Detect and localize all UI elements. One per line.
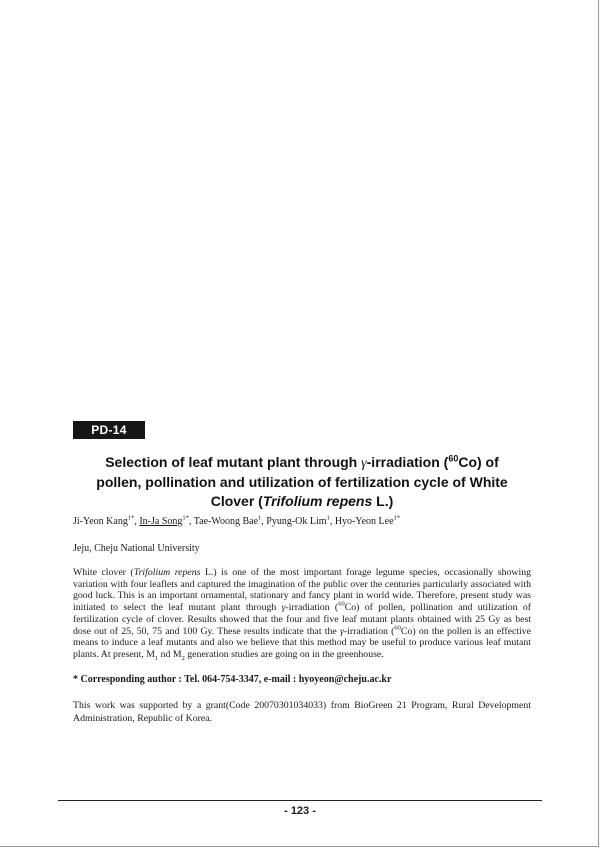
abstract-text: generation studies are going on in the greenhouse.: [184, 648, 384, 660]
author-list: [73, 515, 533, 528]
session-badge: PD-14: [73, 421, 145, 439]
author-separator: ,: [134, 516, 140, 527]
title-text-3a: Clover (: [210, 493, 263, 509]
page-number: - 123 -: [284, 805, 316, 817]
author-mark: 1*: [182, 514, 189, 522]
abstract-text: Co) on the pollen is an effective means to induce a leaf mutants and also we believe that this method may be useful to produce various leaf mutant plants. At present, M: [73, 625, 531, 660]
author-name: Hyo-Yeon Lee: [334, 516, 394, 527]
gamma-symbol: γ: [361, 456, 367, 471]
title-text-3b: L.): [372, 493, 394, 509]
isotope-mass: 60: [394, 624, 401, 632]
abstract-text: Co) of pollen, pollination and utilization of fertilization cycle of clover. Results showed that the four and five leaf mutant plants obtained with 25 Gy as best dose out of 25, 50, 75 and 100 Gy. These results indicate that the: [73, 602, 532, 637]
title-species: Trifolium repens: [262, 493, 373, 509]
title-text-2: pollen, pollination and utilization of fertilization cycle of White: [96, 474, 508, 490]
author-name: Tae-Woong Bae: [193, 516, 259, 527]
abstract-species: Trifolium repens: [133, 567, 201, 578]
title-text-1b: -irradiation (: [366, 454, 449, 470]
footer-divider: [58, 800, 542, 801]
affiliation: Jeju, Cheju National University: [73, 543, 200, 554]
author-separator: ,: [261, 516, 267, 527]
abstract-paragraph: [73, 567, 531, 661]
abstract-text: White clover (: [73, 567, 134, 578]
author-name: Ji-Yeon Kang: [73, 516, 128, 527]
abstract-text: -irradiation (: [285, 602, 339, 614]
author-mark: 1: [258, 514, 262, 522]
abstract-text: L.) is one of the most important forage legume species, occasionally showing variation with four leaflets and captured the imagination of the public over the centuries particularly associated with good luck. This is an important ornamental, stationary and fancy plant in world wide. Therefore, present study was initiated to select the leaf mutant plant through: [73, 567, 531, 614]
title-text-1c: Co) of: [458, 454, 499, 470]
author-name: Pyung-Ok Lim: [266, 516, 327, 527]
isotope-mass: 60: [338, 600, 345, 608]
gamma-symbol: γ: [281, 602, 286, 614]
paper-title: [68, 453, 536, 511]
author-separator: ,: [329, 516, 335, 527]
funding-acknowledgement: This work was supported by a grant(Code 20070301034033) from BioGreen 21 Program, Rural Development Administration, Republic of Korea.: [73, 700, 531, 724]
generation-subscript: 2: [181, 654, 185, 662]
author-mark: 1*: [393, 514, 401, 522]
corresponding-author: * Corresponding author : Tel. 064-754-3347, e-mail : hyoyeon@cheju.ac.kr: [73, 674, 392, 685]
gamma-symbol: γ: [339, 625, 344, 637]
isotope-mass: 60: [448, 453, 459, 464]
author-mark: 1*: [127, 514, 135, 522]
abstract-text: -irradiation (: [343, 625, 395, 637]
author-mark: 1: [326, 514, 330, 522]
title-text-1a: Selection of leaf mutant plant through: [105, 454, 362, 470]
abstract-text: nd M: [158, 648, 182, 660]
author-name: In-Ja Song: [139, 516, 183, 527]
generation-subscript: 1: [154, 654, 159, 662]
author-separator: ,: [188, 516, 194, 527]
